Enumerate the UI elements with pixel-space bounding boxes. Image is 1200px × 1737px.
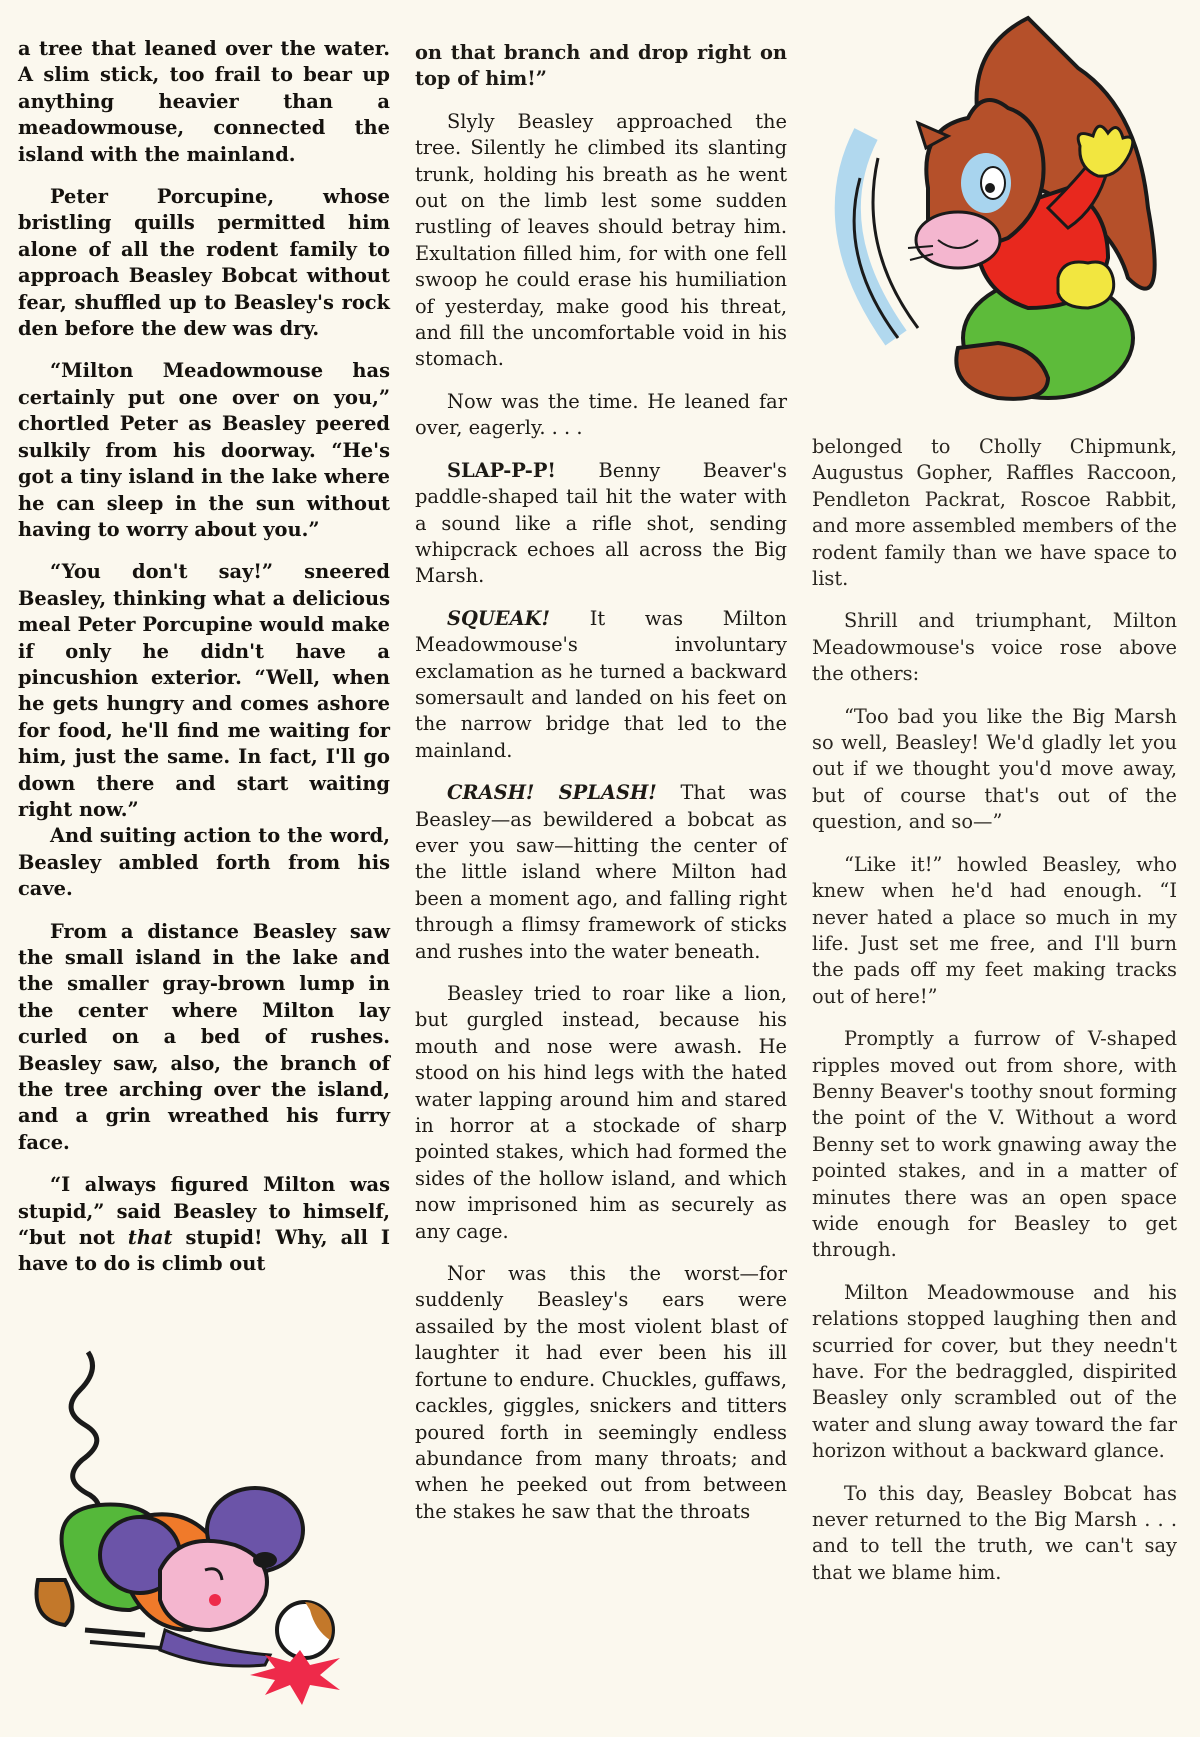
paragraph (18, 1172, 390, 1278)
emphasis-word: that (127, 1226, 173, 1250)
paragraph (415, 458, 787, 590)
middle-text-column (415, 40, 787, 1541)
paragraph: “Milton Meadowmouse has certainly put one over on you,” chortled Peter as Beasley peered sulkily from his doorway. “He's got a tiny island in the lake where he can sleep in the sun without having to worry about you.” (18, 359, 390, 541)
paragraph: Milton Meadowmouse and his relations stopped laughing then and scurried for cover, but they needn't have. For the bedraggled, dispirited Beasley only scrambled out of the water and slung away toward the far horizon without a backward glance. (812, 1280, 1177, 1463)
left-text-column (18, 36, 390, 1294)
paragraph: “Too bad you like the Big Marsh so well, Beasley! We'd gladly let you out if we thought you'd move away, but of course that's out of the question, and so—” (812, 704, 1177, 834)
text-run: “I always figured Milton was stupid,” said Beasley to himself, “but not (18, 1173, 390, 1250)
text-run: Benny Beaver's paddle-shaped tail hit the water with a sound like a rifle shot, sending whipcrack echoes all across the Big Marsh. (415, 458, 787, 588)
paragraph: Peter Porcupine, whose bristling quills permitted him alone of all the rodent family to approach Beasley Bobcat without fear, shuffled up to Beasley's rock den before the dew was dry. (18, 185, 390, 341)
paragraph: “You don't say!” sneered Beasley, thinking what a delicious meal Peter Porcupine would make if only he didn't have a pincushion exterior. “Well, when he gets hungry and comes ashore for food, he'll find me waiting for him, just the same. In fact, I'll go down there and start waiting right now.” (18, 560, 390, 821)
text-run: It was Milton Meadowmouse's involuntary exclamation as he turned a backward somersault and landed on his feet on the narrow bridge that led to the mainland. (415, 606, 787, 762)
squirrel-icon (808, 8, 1198, 408)
paragraph: From a distance Beasley saw the small island in the lake and the smaller gray-brown lump in the center where Milton lay curled on a bed of rushes. Beasley saw, also, the branch of the tree arching over the island, and a grin wreathed his furry face. (18, 919, 390, 1154)
paragraph: Slyly Beasley approached the tree. Silently he climbed its slanting trunk, holding his breath as he went out on the limb lest some sudden rustling of leaves should betray him. Exultation filled him, for with one fell swoop he could erase his humiliation of yesterday, make good his threat, and fill the uncomfortable void in his stomach. (415, 109, 787, 371)
paragraph: Promptly a furrow of V-shaped ripples moved out from shore, with Benny Beaver's toothy snout forming the point of the V. Without a word Benny set to work gnawing away the pointed stakes, and in a matter of minutes there was an open space wide enough for Beasley to get through. (812, 1027, 1177, 1262)
squirrel-illustration (808, 8, 1198, 408)
right-text-column (812, 434, 1177, 1602)
sound-effect: CRASH! SPLASH! (447, 781, 657, 805)
paragraph: Shrill and triumphant, Milton Meadowmouse's voice rose above the others: (812, 609, 1177, 686)
text-run: That was Beasley—as bewildered a bobcat as ever you saw—hitting the center of the little island where Milton had been a moment ago, and falling right through a flimsy framework of sticks and rushes into the water beneath. (415, 781, 787, 963)
text-run: stupid! Why, all I have to do is climb out (18, 1226, 390, 1276)
paragraph: on that branch and drop right on top of him!” (415, 41, 787, 91)
paragraph: Beasley tried to roar like a lion, but gurgled instead, because his mouth and nose were awash. He stood on his hind legs with the hated water lapping around him and stared in horror at a stockade of sharp pointed stakes, which had formed the sides of the hollow island, and which now imprisoned him as securely as any cage. (415, 982, 787, 1243)
paragraph (415, 780, 787, 965)
mouse-illustration (10, 1310, 390, 1730)
paragraph: Nor was this the worst—for suddenly Beasley's ears were assailed by the most violent blast of laughter it had ever been his ill fortune to endure. Chuckles, guffaws, cackles, giggles, snickers and titters poured forth in seemingly endless abundance from many throats; and when he peeked out from between the stakes he saw that the throats (415, 1262, 787, 1523)
paragraph: a tree that leaned over the water. A slim stick, too frail to bear up anything heavier than a meadowmouse, connected the island with the mainland. (18, 37, 390, 166)
paragraph: And suiting action to the word, Beasley ambled forth from his cave. (18, 824, 390, 901)
paragraph: Now was the time. He leaned far over, eagerly. . . . (415, 389, 787, 440)
paragraph: To this day, Beasley Bobcat has never returned to the Big Marsh . . . and to tell the truth, we can't say that we blame him. (812, 1481, 1177, 1584)
paragraph: “Like it!” howled Beasley, who knew when he'd had enough. “I never hated a place so much in my life. Just set me free, and I'll burn the pads off my feet making tracks out of here!” (812, 852, 1177, 1008)
sound-effect: SLAP-P-P! (447, 458, 556, 482)
mouse-icon (10, 1310, 390, 1730)
paragraph (415, 606, 787, 764)
paragraph: belonged to Cholly Chipmunk, Augustus Gopher, Raffles Raccoon, Pendleton Packrat, Roscoe Rabbit, and more assembled members of the rodent family than we have space to list. (812, 435, 1177, 591)
sound-effect: SQUEAK! (447, 606, 550, 630)
